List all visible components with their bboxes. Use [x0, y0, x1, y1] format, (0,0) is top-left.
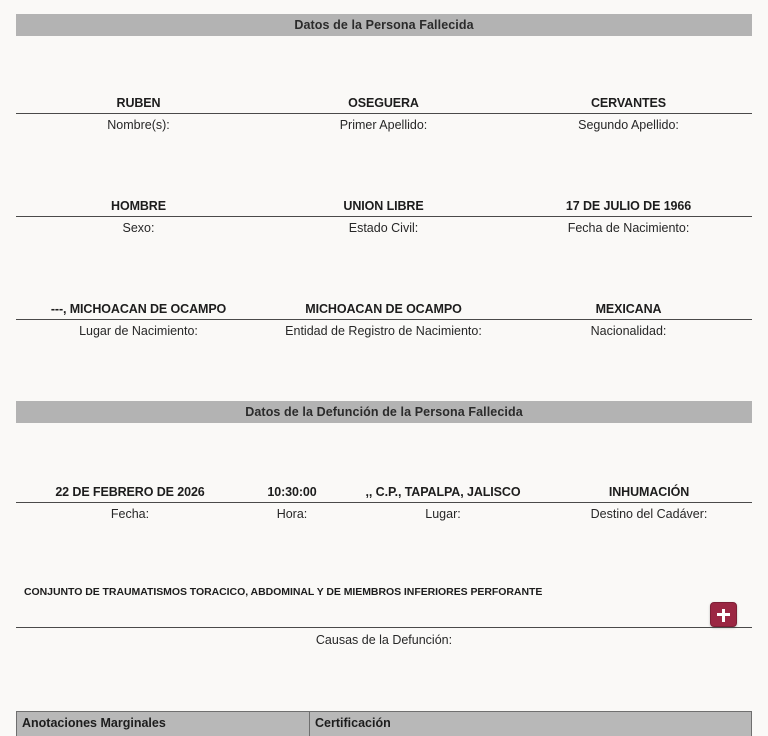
field-sexo-label-wrap	[16, 221, 261, 235]
add-causa-button[interactable]	[710, 602, 737, 627]
field-estado-civil-label: Estado Civil:	[348, 221, 419, 235]
field-nombres-value: RUBEN	[116, 96, 161, 110]
field-hora-label-wrap	[244, 507, 340, 521]
field-lugar-nacimiento-value-wrap	[16, 302, 261, 316]
field-rule-causas	[16, 627, 752, 628]
section-header-defuncion: Datos de la Defunción de la Persona Fallecida	[16, 401, 752, 423]
field-entidad-registro-value: MICHOACAN DE OCAMPO	[305, 302, 462, 316]
field-sexo-value: HOMBRE	[111, 199, 166, 213]
field-causas-defuncion-label: Causas de la Defunción:	[315, 633, 453, 647]
field-rule-defuncion	[16, 502, 752, 503]
field-hora-label: Hora:	[276, 507, 308, 521]
field-lugar-nacimiento-label: Lugar de Nacimiento:	[79, 324, 198, 338]
field-entidad-registro-label-wrap	[261, 324, 506, 338]
field-entidad-registro-label: Entidad de Registro de Nacimiento:	[285, 324, 482, 338]
field-destino-cadaver-value: INHUMACIÓN	[608, 485, 690, 499]
field-nacionalidad-label: Nacionalidad:	[590, 324, 667, 338]
field-fecha-nacimiento-label-wrap	[506, 221, 751, 235]
field-primer-apellido-value: OSEGUERA	[348, 96, 419, 110]
field-fecha-defuncion-label-wrap	[16, 507, 244, 521]
field-nacionalidad-value-wrap	[506, 302, 751, 316]
field-segundo-apellido-value: CERVANTES	[590, 96, 667, 110]
table-header-anotaciones-marginales: Anotaciones Marginales	[22, 716, 166, 730]
field-fecha-defuncion-value: 22 DE FEBRERO DE 2026	[55, 485, 205, 499]
field-lugar-defuncion-label-wrap	[340, 507, 546, 521]
field-sexo-label: Sexo:	[122, 221, 155, 235]
field-estado-civil-value: UNION LIBRE	[343, 199, 424, 213]
field-lugar-nacimiento-value: ---, MICHOACAN DE OCAMPO	[50, 302, 227, 316]
field-estado-civil-label-wrap	[261, 221, 506, 235]
field-segundo-apellido-label: Segundo Apellido:	[578, 118, 679, 132]
field-fecha-nacimiento-label: Fecha de Nacimiento:	[567, 221, 690, 235]
field-rule-row3	[16, 319, 752, 320]
field-primer-apellido-value-wrap	[261, 96, 506, 110]
field-destino-cadaver-label: Destino del Cadáver:	[590, 507, 708, 521]
field-primer-apellido-label: Primer Apellido:	[339, 118, 428, 132]
field-lugar-defuncion-value: ,, C.P., TAPALPA, JALISCO	[365, 485, 521, 499]
field-causas-defuncion-value: CONJUNTO DE TRAUMATISMOS TORACICO, ABDOMINAL Y DE MIEMBROS INFERIORES PERFORANTE	[24, 586, 543, 598]
field-segundo-apellido-value-wrap	[506, 96, 751, 110]
field-fecha-defuncion-label: Fecha:	[110, 507, 150, 521]
field-segundo-apellido-label-wrap	[506, 118, 751, 132]
field-estado-civil-value-wrap	[261, 199, 506, 213]
field-lugar-defuncion-value-wrap	[340, 485, 546, 499]
field-hora-value-wrap	[244, 485, 340, 499]
field-destino-cadaver-label-wrap	[546, 507, 752, 521]
bottom-table	[16, 711, 752, 736]
field-nombres-value-wrap	[16, 96, 261, 110]
field-nombres-label-wrap	[16, 118, 261, 132]
field-hora-value: 10:30:00	[267, 485, 317, 499]
field-nacionalidad-value: MEXICANA	[595, 302, 662, 316]
field-lugar-defuncion-label: Lugar:	[425, 507, 461, 521]
field-lugar-nacimiento-label-wrap	[16, 324, 261, 338]
field-sexo-value-wrap	[16, 199, 261, 213]
field-entidad-registro-value-wrap	[261, 302, 506, 316]
field-nacionalidad-label-wrap	[506, 324, 751, 338]
field-nombres-label: Nombre(s):	[107, 118, 170, 132]
field-destino-cadaver-value-wrap	[546, 485, 752, 499]
section-header-persona-fallecida: Datos de la Persona Fallecida	[16, 14, 752, 36]
field-rule-row1	[16, 113, 752, 114]
table-header-certificacion: Certificación	[309, 712, 753, 736]
field-fecha-defuncion-value-wrap	[16, 485, 244, 499]
field-rule-row2	[16, 216, 752, 217]
field-fecha-nacimiento-value: 17 DE JULIO DE 1966	[565, 199, 692, 213]
field-primer-apellido-label-wrap	[261, 118, 506, 132]
field-fecha-nacimiento-value-wrap	[506, 199, 751, 213]
